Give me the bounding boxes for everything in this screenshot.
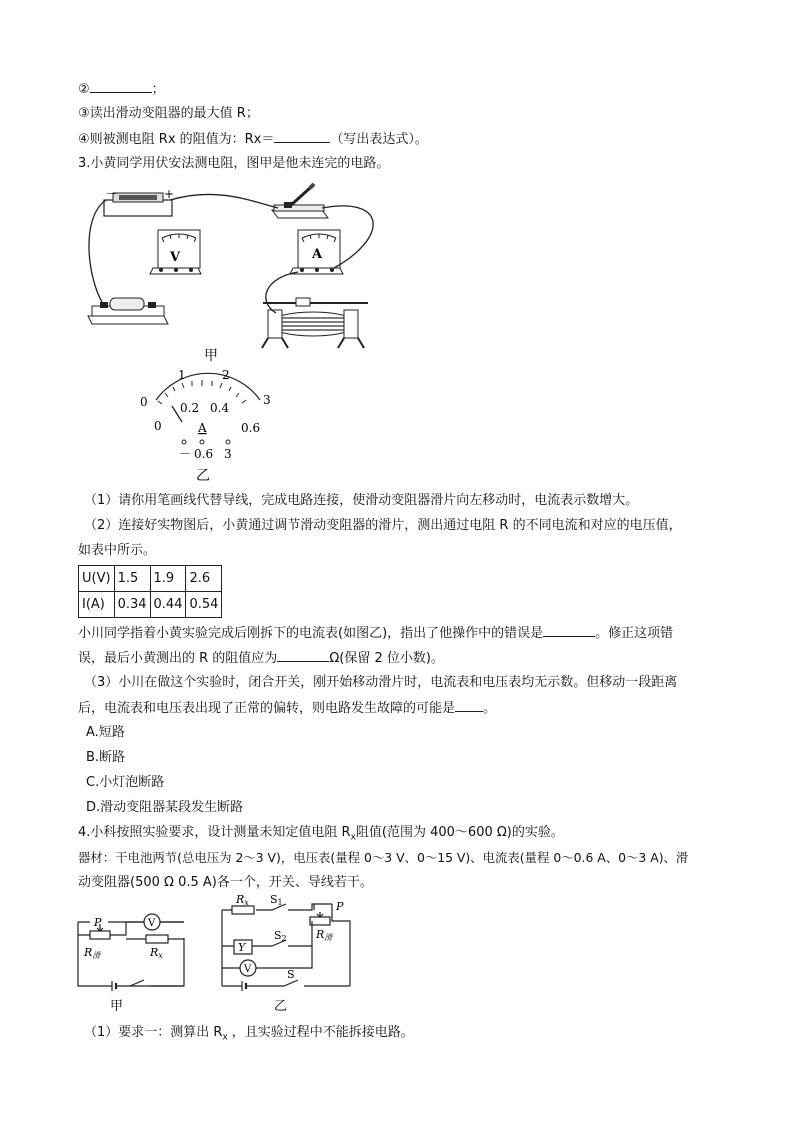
label-p-jia: P (94, 916, 102, 929)
step-4-line: ④则被测电阻 Rx 的阻值为：Rx＝ （写出表达式）。 (78, 132, 428, 147)
table-cell: 1.5 (114, 566, 150, 592)
battery-icon (104, 187, 174, 216)
voltmeter-label: V (170, 250, 181, 265)
answer-blank (274, 130, 330, 143)
terminal-0-6: 0.6 (194, 447, 214, 461)
table-row (79, 566, 222, 592)
table-cell: 0.54 (186, 592, 222, 618)
label-s2: S2 (274, 929, 287, 943)
step-3-line: ③读出滑动变阻器的最大值 R； (78, 106, 259, 121)
table-cell: 0.44 (150, 592, 186, 618)
question-3-line-1: （3）小川在做这个实验时，闭合开关，刚开始移动滑片时，电流表和电压表均无示数。但移动一段距离 (84, 675, 678, 690)
option-a: A.短路 (86, 725, 125, 740)
step-2-line: ② ； (78, 82, 165, 97)
ammeter-dial (140, 368, 271, 484)
table-cell: U(V) (79, 566, 115, 592)
caption-yi: 乙 (196, 468, 210, 484)
dial-outer-tick-3: 3 (263, 393, 271, 407)
dial-inner-tick-1: 0.2 (180, 401, 200, 415)
battery-plus-label: + (164, 187, 175, 201)
option-d: D.滑动变阻器某段发生断路 (86, 800, 244, 815)
figure-1 (78, 178, 398, 488)
label-s: S (287, 968, 295, 981)
question-1: （1）请你用笔画线代替导线，完成电路连接，使滑动变阻器滑片向左移动时，电流表示数增大。 (84, 493, 639, 508)
table-cell: 2.6 (186, 566, 222, 592)
label-v-yi: V (244, 964, 252, 975)
voltmeter-icon (150, 230, 201, 274)
label-p-yi: P (336, 900, 344, 913)
dial-inner-tick-0: 0 (154, 419, 162, 433)
ammeter-label: A (312, 247, 323, 262)
requirement-1: （1）要求一：测算出 $R_x$ ，且实验过程中不能拆接电路。 (84, 1025, 414, 1043)
answer-blank (277, 649, 329, 662)
question-2-line-2: 如表中所示。 (78, 543, 157, 558)
answer-blank (90, 80, 152, 93)
table-row (79, 592, 222, 618)
dial-outer-tick-0: 0 (140, 395, 148, 409)
dial-unit: A (198, 421, 207, 435)
question-2-line-3: 小川同学指着小黄实验完成后刚拆下的电流表(如图乙)，指出了他操作中的错误是 。修正这项错 (78, 626, 674, 641)
caption-jia-2: 甲 (110, 999, 124, 1014)
battery-minus-label: － (105, 187, 118, 201)
dial-inner-tick-2: 0.4 (210, 401, 230, 415)
terminal-minus: － (179, 447, 192, 461)
caption-jia: 甲 (204, 348, 218, 364)
knife-switch-icon (272, 184, 328, 218)
answer-blank (455, 699, 483, 712)
label-rx-yi: Rx (236, 894, 249, 907)
data-table (78, 565, 222, 618)
label-r-hua-jia: R滑 (84, 946, 101, 960)
label-v-jia: V (148, 918, 156, 929)
label-r-hua-yi: R滑 (316, 928, 333, 942)
terminal-3: 3 (224, 447, 232, 461)
question-2-line-4: 误，最后小黄测出的 R 的阻值应为 Ω(保留 2 位小数)。 (78, 651, 444, 666)
table-cell: 0.34 (114, 592, 150, 618)
option-b: B.断路 (86, 750, 126, 765)
table-cell: 1.9 (150, 566, 186, 592)
problem-4-equipment-2: 动变阻器(500 Ω 0.5 A)各一个，开关、导线若干。 (78, 875, 373, 890)
dial-inner-tick-3: 0.6 (241, 421, 261, 435)
caption-yi-2: 乙 (274, 999, 288, 1014)
label-y: Y (238, 941, 246, 954)
problem-4-title: 4.小科按照实验要求，设计测量未知定值电阻 $R_x$阻值(范围为 400～600 Ω)的实验。 (78, 825, 564, 843)
rheostat-icon (262, 298, 368, 348)
question-2-line-1: （2）连接好实物图后，小黄通过调节滑动变阻器的滑片，测出通过电阻 R 的不同电流和对应的电压值， (84, 518, 682, 533)
question-3-line-2: 后，电流表和电压表出现了正常的偏转，则电路发生故障的可能是 。 (78, 701, 497, 716)
label-rx-jia: Rx (150, 946, 163, 960)
table-cell: I(A) (79, 592, 115, 618)
figure-2 (74, 894, 364, 1020)
option-c: C.小灯泡断路 (86, 775, 165, 790)
problem-4-equipment-1: 器材：干电池两节(总电压为 2～3 V)，电压表(量程 0～3 V、0～15 V)、电流表(量程 0～0.6 A、0～3 A)、滑 (78, 850, 689, 865)
resistor-icon (88, 298, 168, 324)
label-s1: S1 (270, 894, 283, 907)
problem-3-title: 3.小黄同学用伏安法测电阻，图甲是他未连完的电路。 (78, 156, 390, 171)
dial-outer-tick-1: 1 (178, 368, 186, 382)
dial-outer-tick-2: 2 (222, 368, 230, 382)
answer-blank (543, 624, 595, 637)
